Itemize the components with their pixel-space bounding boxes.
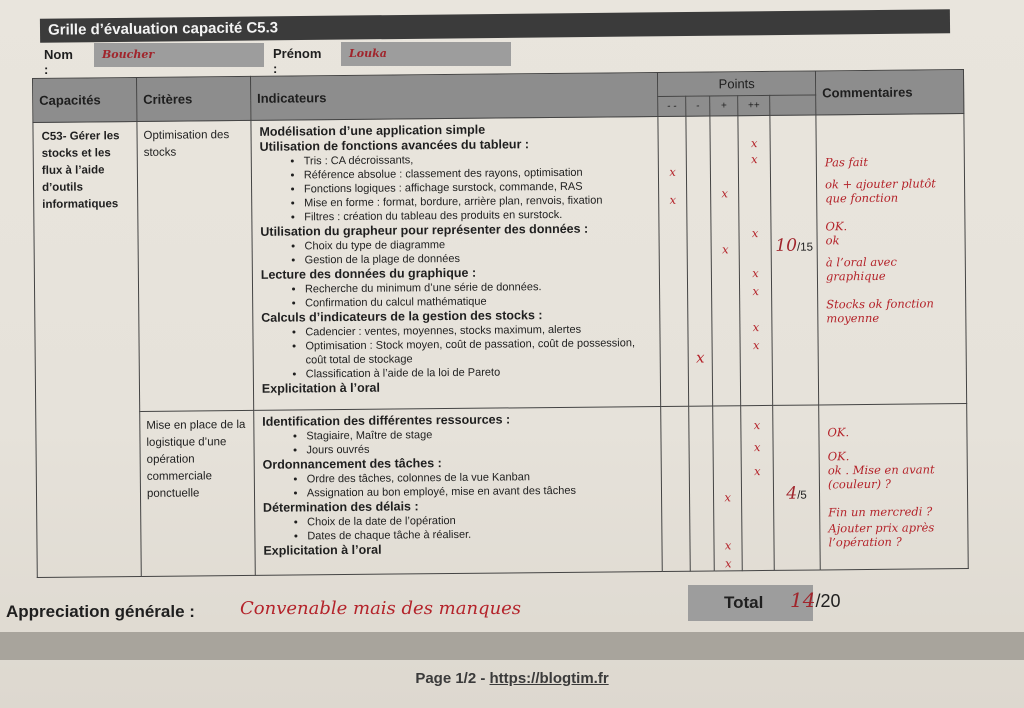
evaluation-grid — [32, 69, 969, 578]
handwritten-mark: x — [721, 242, 729, 257]
level-low: - — [686, 96, 710, 116]
handwritten-mark: x — [754, 464, 761, 479]
indicator-group-title: Identification des différentes ressources : — [262, 412, 511, 429]
indicator-list — [262, 426, 653, 458]
indicator-item: • Gestion de la plage de données — [305, 250, 651, 267]
indicator-item: • Filtres : création du tableau des produits en surstock. — [304, 207, 650, 224]
indicator-item: • Jours ouvrés — [306, 440, 652, 457]
appreciation-label: Appreciation générale : — [6, 602, 195, 621]
handwritten-mark: x — [752, 266, 759, 281]
critere-score — [770, 115, 819, 405]
mark-cell-high — [710, 116, 741, 406]
prenom-field — [341, 42, 511, 66]
indicator-list — [260, 151, 651, 225]
indicator-item: • Référence absolue : classement des rayons, optimisation — [304, 165, 650, 182]
indicator-list — [261, 279, 652, 311]
indicator-item: • Ordre des tâches, colonnes de la vue Kanban — [307, 469, 653, 486]
level-very-low: - - — [658, 96, 686, 116]
comment: Fin un mercredi ? — [828, 504, 933, 520]
mark-cell-very-low — [661, 406, 691, 571]
mark-cell-very-low — [658, 116, 689, 406]
indicator-item: • Choix de la date de l’opération — [307, 512, 653, 529]
total-label: Total — [688, 585, 813, 621]
appreciation-value: Convenable mais des manques — [240, 598, 522, 619]
header-capacites: Capacités — [33, 77, 137, 122]
handwritten-mark: x — [753, 418, 761, 433]
critere-row-optimisation — [33, 114, 967, 413]
total-score — [790, 588, 840, 612]
handwritten-mark: x — [752, 320, 760, 335]
handwritten-mark: x — [750, 136, 758, 151]
footer-link[interactable]: https://blogtim.fr — [489, 670, 609, 687]
indicator-group-title: Explicitation à l’oral — [263, 542, 382, 558]
indicator-group-title: Explicitation à l’oral — [261, 380, 381, 396]
mark-cell-very-high — [741, 405, 775, 570]
critere-score-max: /15 — [796, 241, 814, 254]
handwritten-mark: x — [751, 226, 759, 241]
header-commentaires: Commentaires — [815, 70, 963, 115]
indicator-group-title: Utilisation du grapheur pour représenter des données : — [260, 221, 589, 239]
header-indicateurs: Indicateurs — [250, 72, 658, 120]
comments-cell — [819, 404, 969, 570]
comment: ok + ajouter plutôt que fonction — [825, 176, 936, 206]
critere-name: Mise en place de la logistique d’une opération commerciale ponctuelle — [140, 410, 255, 576]
indicator-list — [261, 322, 652, 382]
indicator-item: • Choix du type de diagramme — [304, 236, 650, 253]
indicator-item: • Stagiaire, Maître de stage — [306, 426, 652, 443]
indicator-item: • Fonctions logiques : affichage surstock, commande, RAS — [304, 179, 650, 196]
nom-field — [94, 43, 264, 67]
header-row — [33, 70, 964, 103]
page-footer — [0, 670, 1024, 687]
indicator-item: • Optimisation : Stock moyen, coût de passation, coût de possession, coût total de stockage — [305, 336, 652, 367]
indicator-group-title: Ordonnancement des tâches : — [262, 456, 442, 472]
comment: OK. — [825, 219, 848, 234]
handwritten-mark: x — [669, 164, 676, 179]
critere-score-max: /5 — [797, 489, 807, 502]
comment: OK. — [827, 425, 850, 440]
indicator-item: • Assignation au bon employé, mise en avant des tâches — [307, 483, 653, 500]
handwritten-mark: x — [669, 192, 677, 207]
handwritten-mark: x — [752, 338, 760, 353]
indicator-list — [263, 469, 654, 501]
indicator-item: • Recherche du minimum d’une série de données. — [305, 279, 651, 296]
indicator-item: • Cadencier : ventes, moyennes, stocks maximum, alertes — [305, 322, 651, 339]
indicator-group-title: Modélisation d’une application simple — [259, 122, 486, 139]
prenom-value: Louka — [349, 47, 387, 60]
indicator-list — [263, 512, 654, 544]
indicator-group-title: Calculs d’indicateurs de la gestion des stocks : — [261, 308, 543, 325]
comment: Ajouter prix après l’opération ? — [828, 520, 935, 550]
handwritten-mark: x — [751, 152, 758, 167]
comments-cell — [816, 114, 967, 405]
mark-cell-low — [689, 406, 715, 571]
indicator-item: • Mise en forme : format, bordure, arrière plan, renvois, fixation — [304, 193, 650, 210]
total-score-value: 14 — [790, 588, 816, 612]
indicator-item: • Tris : CA décroissants, — [304, 151, 650, 168]
mark-cell-very-high — [738, 115, 773, 405]
footer-bar — [0, 632, 1024, 660]
indicator-item: • Confirmation du calcul mathématique — [305, 293, 651, 310]
header-criteres: Critères — [136, 76, 250, 121]
comment: Pas fait — [824, 154, 868, 170]
capacite-cell: C53- Gérer les stocks et les flux à l’aide d’outils informatiques — [33, 121, 141, 577]
level-score-cell — [770, 95, 816, 115]
total-score-max: /20 — [815, 591, 841, 611]
sheet-title: Grille d’évaluation capacité C5.3 — [40, 9, 950, 43]
indicator-group-title: Lecture des données du graphique : — [260, 265, 477, 282]
critere-score — [773, 405, 821, 570]
prenom-label: Prénom : — [273, 46, 322, 76]
indicator-item: • Classification à l’aide de la loi de Pareto — [306, 364, 652, 381]
critere-score-value: 4 — [786, 483, 798, 504]
handwritten-mark: x — [696, 348, 705, 367]
critere-row-logistique — [36, 404, 969, 578]
indicateurs-cell — [251, 116, 661, 410]
handwritten-mark: x — [724, 556, 732, 571]
comment: ok . Mise en avant (couleur) ? — [827, 462, 935, 492]
handwritten-mark: x — [752, 284, 759, 299]
handwritten-mark: x — [724, 490, 731, 505]
indicator-list — [260, 236, 651, 268]
mark-cell-low — [686, 116, 713, 406]
level-high: + — [710, 96, 738, 116]
header-points: Points — [658, 71, 816, 97]
indicator-item: • Dates de chaque tâche à réaliser. — [307, 526, 653, 543]
nom-value: Boucher — [102, 48, 155, 61]
comment: ok — [825, 233, 840, 248]
mark-cell-high — [713, 406, 743, 571]
handwritten-mark: x — [721, 186, 729, 201]
critere-score-value: 10 — [775, 235, 798, 256]
nom-label: Nom : — [44, 47, 73, 77]
indicator-group-title: Détermination des délais : — [262, 499, 419, 515]
critere-name: Optimisation des stocks — [137, 120, 254, 411]
comment: à l’oral avec graphique — [825, 254, 897, 284]
comment: Stocks ok fonction moyenne — [826, 296, 934, 326]
indicator-group-title: Utilisation de fonctions avancées du tableur : — [259, 137, 530, 154]
handwritten-mark: x — [724, 538, 732, 553]
level-very-high: ++ — [738, 95, 770, 115]
comment: OK. — [827, 449, 850, 464]
page-number: Page 1/2 - — [415, 670, 490, 687]
indicateurs-cell — [254, 406, 663, 575]
handwritten-mark: x — [753, 440, 761, 455]
